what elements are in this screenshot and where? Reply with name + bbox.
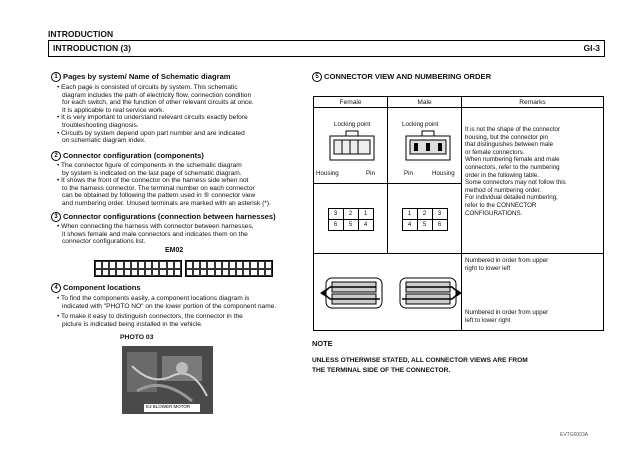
s1-b1-l4: It is applicable to real service work. <box>62 106 165 114</box>
female-pin-grid <box>328 208 373 230</box>
s1-b1-l3: for each switch, and the function of other relevant circuits at once. <box>62 99 254 107</box>
header-male: Male <box>388 97 462 108</box>
s3-b1-l3: connector configurations list. <box>62 238 146 246</box>
em02-female-connector <box>94 260 182 277</box>
s1-b3-l1: • Circuits by system depend upon part number and are indicated <box>57 129 245 137</box>
section-4-title: 4 Component locations <box>51 283 141 293</box>
remark-line: It is not the shape of the connector <box>465 126 560 133</box>
section-1-title: 1 Pages by system/ Name of Schematic diagram <box>51 72 231 82</box>
note-title: NOTE <box>312 339 333 348</box>
s2-b2-l2: to the harness connector. The terminal number on each connector <box>62 184 255 192</box>
pin-cell: 3 <box>432 208 448 220</box>
female-pin-label: Pin <box>366 170 375 177</box>
title-bar <box>48 40 605 57</box>
component-photo <box>122 346 213 414</box>
remark-line: housing, but the connector pin <box>465 133 548 141</box>
s2-b2-l3: can be obtained by following the pattern used in ⑤ connector view <box>62 192 256 200</box>
male-diagram-cell <box>388 108 462 184</box>
pin-cell: 1 <box>358 208 374 220</box>
s1-b2-l2: troubleshooting diagnosis. <box>62 121 139 129</box>
em02-male-connector <box>185 260 273 277</box>
note-text <box>312 356 528 376</box>
s2-b2-l1: • It shows the front of the connector on the harness side when not <box>57 177 249 185</box>
em02-label: EM02 <box>165 247 184 254</box>
male-housing-label: Housing <box>432 170 455 177</box>
male-locking-point-label: Locking point <box>402 121 439 128</box>
female-housing-label: Housing <box>316 170 339 177</box>
note-line2: THE TERMINAL SIDE OF THE CONNECTOR. <box>312 367 451 374</box>
s1-b1-l2: diagram includes the path of electricity flow, connection condition <box>62 91 252 99</box>
pin-cell: 2 <box>417 208 433 220</box>
photo-caption: E3 BLOWER MOTOR <box>146 404 191 409</box>
note-line1: UNLESS OTHERWISE STATED, ALL CONNECTOR VIEWS ARE FROM <box>312 357 528 364</box>
pin-cell: 4 <box>402 219 418 231</box>
section-2-bullets <box>57 162 271 208</box>
section-3-bullets <box>57 223 254 246</box>
section-2-title: 2 Connector configuration (components) <box>51 151 204 161</box>
pin-cell: 1 <box>402 208 418 220</box>
section-3-number: 3 <box>51 212 61 222</box>
s3-b1-l1: • When connecting the harness with connector between harnesses, <box>57 223 254 230</box>
numbering-order-cell <box>314 254 462 331</box>
male-connector-drawing <box>404 130 452 168</box>
order2-line1: Numbered in order from upper <box>465 309 549 316</box>
header-female: Female <box>314 97 388 108</box>
section-5-number: 5 <box>312 72 322 82</box>
pin-cell: 5 <box>417 219 433 231</box>
remark-line: Some connectors may not follow this <box>465 179 566 187</box>
s1-b3-l2: on schematic diagram index. <box>62 137 146 145</box>
s4-b2-l1: • To make it easy to distinguish connectors, the connector in the <box>57 313 243 321</box>
pin-cell: 2 <box>343 208 359 220</box>
remark-line: CONFIGURATIONS. <box>465 209 523 217</box>
section-5-title: 5 CONNECTOR VIEW AND NUMBERING ORDER <box>312 72 491 82</box>
order1-line1: Numbered in order from upper <box>465 257 549 264</box>
male-order-drawing <box>394 268 462 318</box>
order1-line2: right to lower left <box>465 264 511 272</box>
s4-b2-l2: picture is indicated being installed in the vehicle. <box>62 320 203 328</box>
numbering-order-remarks <box>462 254 604 331</box>
header-remarks: Remarks <box>462 97 604 108</box>
order2-line2: left to lower right <box>465 316 511 324</box>
male-pin-label: Pin <box>404 170 413 177</box>
pin-cell: 6 <box>432 219 448 231</box>
s1-b1-l1: • Each page is consisted of circuits by system. This schematic <box>57 84 238 91</box>
s2-b1-l1: • The connector figure of components in the schematic diagram <box>57 162 242 169</box>
s2-b2-l4: and numbering order. Unused terminals are marked with an asterisk (*). <box>62 199 271 207</box>
remark-line: method of numbering order. <box>465 186 542 194</box>
remark-line: connectors, refer to the numbering <box>465 163 560 171</box>
pin-cell: 4 <box>358 219 374 231</box>
photo-label: PHOTO 03 <box>120 334 154 341</box>
s2-b1-l2: by system is indicated on the last page of schematic diagram. <box>62 169 242 177</box>
female-locking-point-label: Locking point <box>334 121 371 128</box>
section-1-number: 1 <box>51 72 61 82</box>
page-number: GI-3 <box>583 43 600 53</box>
s3-b1-l2: it shows female and male connectors and indicates them on the <box>62 230 248 238</box>
remarks-cell <box>462 108 604 254</box>
section-4-bullets <box>57 295 276 328</box>
female-order-drawing <box>320 268 388 318</box>
s4-b1-l2: indicated with "PHOTO NO" on the lower portion of the component name. <box>62 302 277 310</box>
remark-line: When numbering female and male <box>465 156 560 164</box>
page-title: INTRODUCTION (3) <box>53 43 131 53</box>
s4-b1-l1: • To find the components easily, a component locations diagram is <box>57 295 250 302</box>
female-diagram-cell <box>314 108 388 184</box>
female-numbering-cell <box>314 184 388 254</box>
remark-line: order in the following table. <box>465 171 539 179</box>
pin-cell: 5 <box>343 219 359 231</box>
male-pin-grid <box>402 208 447 230</box>
section-2-number: 2 <box>51 151 61 161</box>
pin-cell: 6 <box>328 219 344 231</box>
remark-line: For individual detailed numbering, <box>465 194 558 202</box>
male-numbering-cell <box>388 184 462 254</box>
section-4-number: 4 <box>51 283 61 293</box>
pin-cell: 3 <box>328 208 344 220</box>
female-connector-drawing <box>328 130 376 168</box>
footer-code: EVTG0003A <box>560 432 589 438</box>
remark-line: that distinguishes between male <box>465 141 554 149</box>
s1-b2-l1: • It is very important to understand relevant circuits exactly before <box>57 114 248 122</box>
section-heading: INTRODUCTION <box>48 29 114 39</box>
connector-view-table <box>313 96 604 331</box>
section-3-title: 3 Connector configurations (connection between harnesses) <box>51 212 276 222</box>
remark-line: refer to the CONNECTOR <box>465 201 537 209</box>
remark-line: or female connectors. <box>465 148 525 156</box>
section-1-bullets <box>57 84 254 145</box>
